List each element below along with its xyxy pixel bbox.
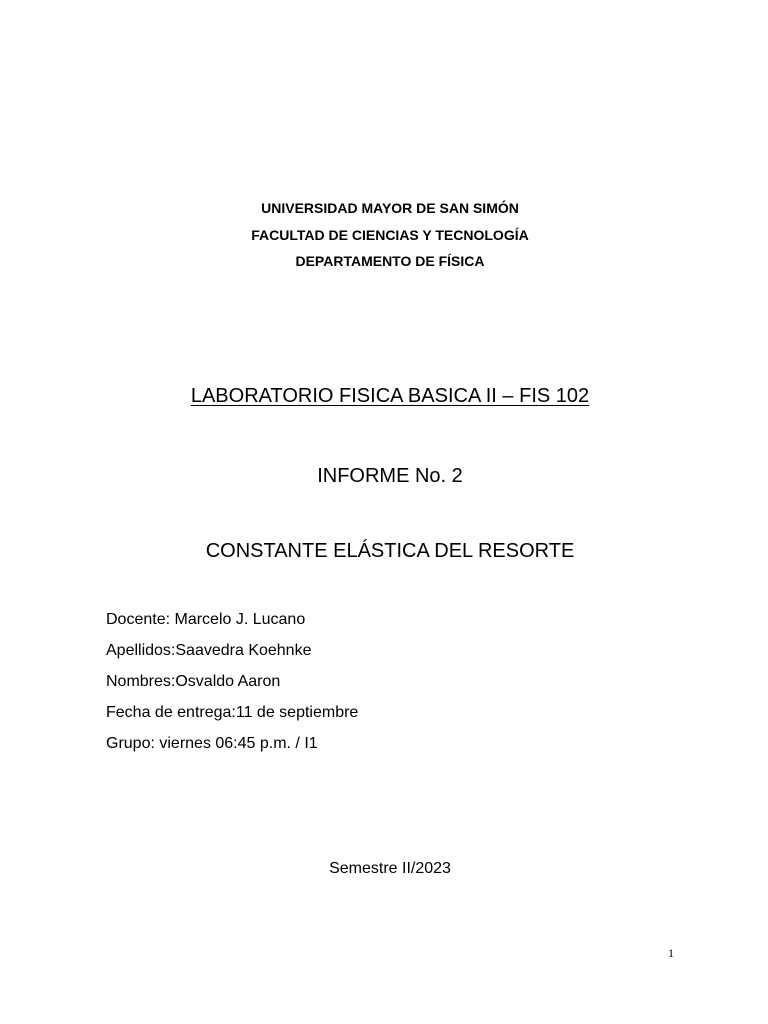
page-number: 1 <box>668 946 674 960</box>
university-name: UNIVERSIDAD MAYOR DE SAN SIMÓN <box>261 200 519 216</box>
course-title-line <box>0 384 768 408</box>
faculty-name: FACULTAD DE CIENCIAS Y TECNOLOGÍA <box>251 227 529 243</box>
department-name: DEPARTAMENTO DE FÍSICA <box>295 253 485 269</box>
report-number: INFORME No. 2 <box>317 465 463 487</box>
surnames-line: Apellidos:Saavedra Koehnke <box>106 642 312 659</box>
delivery-date-line: Fecha de entrega:11 de septiembre <box>106 704 359 721</box>
semester: Semestre II/2023 <box>329 860 451 877</box>
report-title: CONSTANTE ELÁSTICA DEL RESORTE <box>205 540 575 562</box>
group-line: Grupo: viernes 06:45 p.m. / I1 <box>106 735 318 752</box>
names-line: Nombres:Osvaldo Aaron <box>106 673 281 690</box>
course-title: LABORATORIO FISICA BASICA II – FIS 102 <box>190 385 590 407</box>
teacher-line: Docente: Marcelo J. Lucano <box>106 611 306 628</box>
